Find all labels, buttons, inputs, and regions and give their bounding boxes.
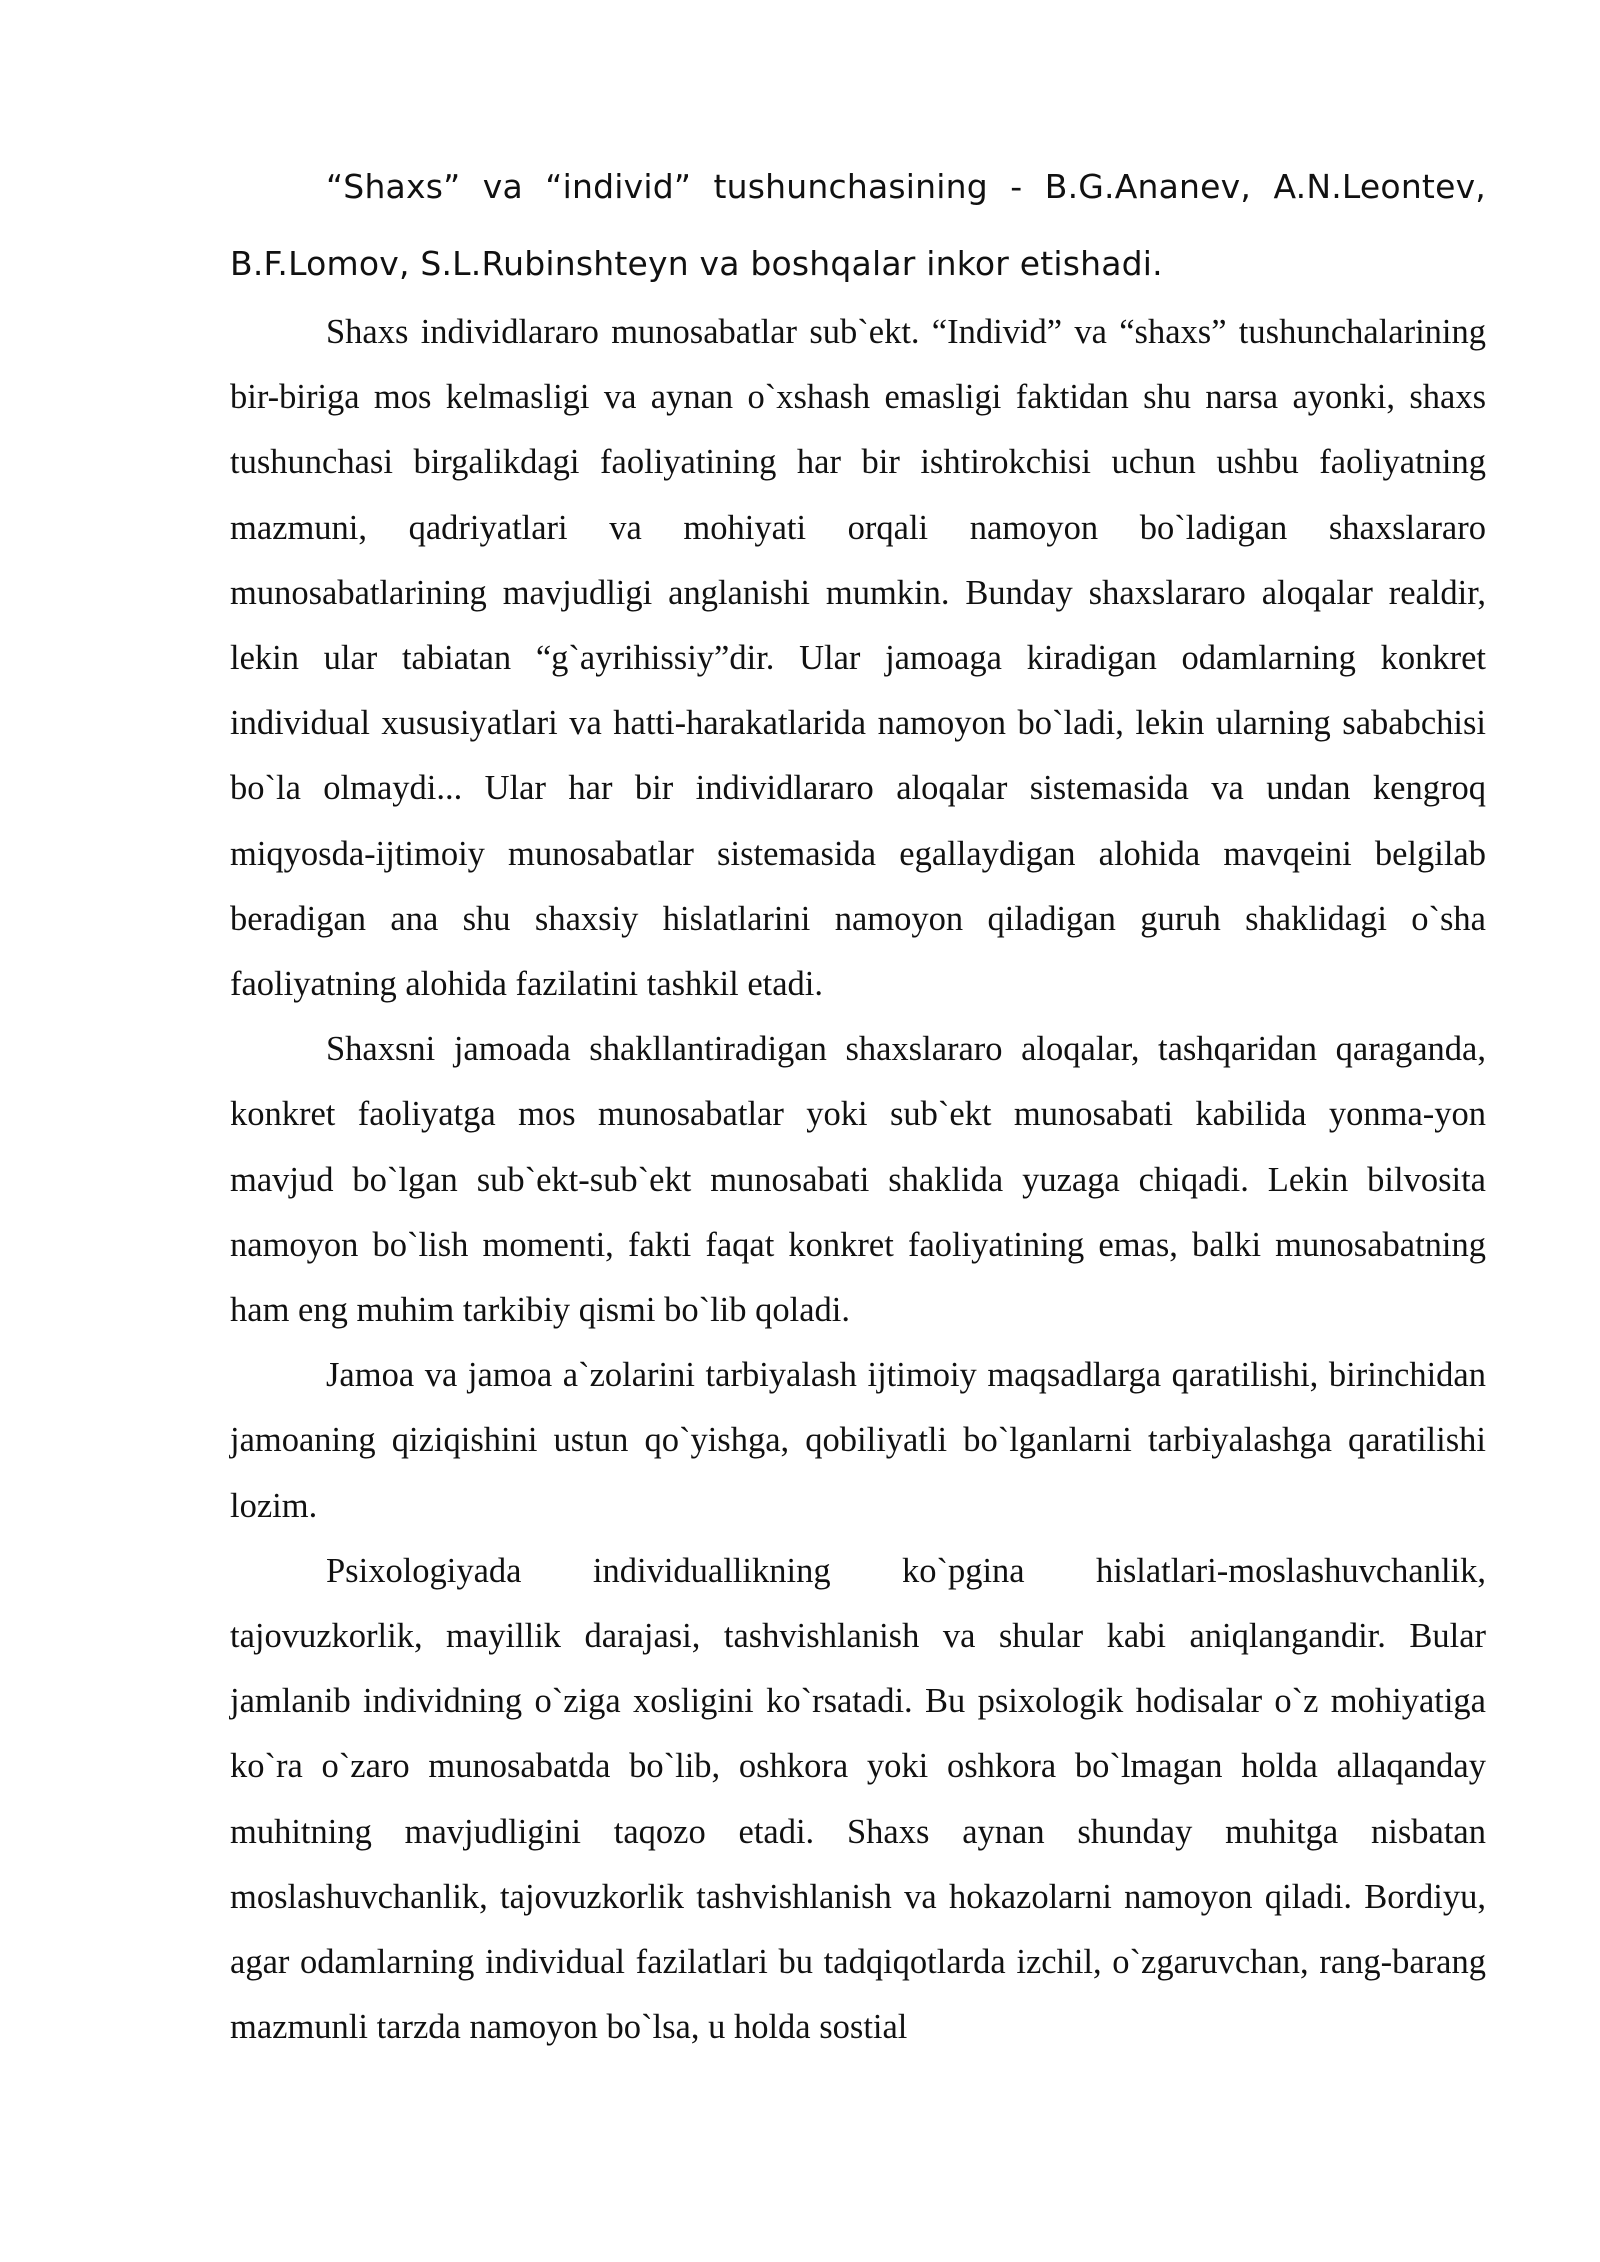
paragraph-4: Jamoa va jamoa a`zolarini tarbiyalash ijtimoiy maqsadlarga qaratilishi, birinchidan jamoaning qiziqishini ustun qo`yishga, qobiliyatli bo`lganlarni tarbiyalashga qaratilishi lozim. [230, 1356, 1486, 1525]
paragraph-2: Shaxs individlararo munosabatlar sub`ekt. “Individ” va “shaxs” tushunchalarining bir-biriga mos kelmasligi va aynan o`xshash emasligi faktidan shu narsa ayonki, shaxs tushunchasi birgalikdagi faoliyatining har bir ishtirokchisi uchun ushbu faoliyatning mazmuni, qadriyatlari va mohiyati orqali namoyon bo`ladigan shaxslararo munosabatlarining mavjudligi anglanishi mumkin. Bunday shaxslararo aloqalar realdir, lekin ular tabiatan “g`ayrihissiy”dir. Ular jamoaga kiradigan odamlarning konkret individual xususiyatlari va hatti-harakatlarida namoyon bo`ladi, lekin ularning sababchisi bo`la olmaydi... Ular har bir individlararo aloqalar sistemasida va undan kengroq miqyosda-ijtimoiy munosabatlar sistemasida egallaydigan alohida mavqeini belgilab beradigan ana shu shaxsiy hislatlarini namoyon qiladigan guruh shaklidagi o`sha faoliyatning alohida fazilatini tashkil etadi. [230, 313, 1486, 1004]
paragraph-3: Shaxsni jamoada shakllantiradigan shaxslararo aloqalar, tashqaridan qaraganda, konkret faoliyatga mos munosabatlar yoki sub`ekt munosabati kabilida yonma-yon mavjud bo`lgan sub`ekt-sub`ekt munosabati shaklida yuzaga chiqadi. Lekin bilvosita namoyon bo`lish momenti, fakti faqat konkret faoliyatining emas, balki munosabatning ham eng muhim tarkibiy qismi bo`lib qoladi. [230, 1030, 1486, 1330]
document-page [230, 148, 1486, 2060]
paragraph-intro: “Shaxs” va “individ” tushunchasining - B.G.Ananev, A.N.Leontev, B.F.Lomov, S.L.Rubinshteyn va boshqalar inkor etishadi. [230, 167, 1486, 283]
paragraph-5: Psixologiyada individuallikning ko`pgina hislatlari-moslashuvchanlik, tajovuzkorlik, mayillik darajasi, tashvishlanish va shular kabi aniqlangandir. Bular jamlanib individning o`ziga xosligini ko`rsatadi. Bu psixologik hodisalar o`z mohiyatiga ko`ra o`zaro munosabatda bo`lib, oshkora yoki oshkora bo`lmagan holda allaqanday muhitning mavjudligini taqozo etadi. Shaxs aynan shunday muhitga nisbatan moslashuvchanlik, tajovuzkorlik tashvishlanish va hokazolarni namoyon qiladi. Bordiyu, agar odamlarning individual fazilatlari bu tadqiqotlarda izchil, o`zgaruvchan, rang-barang mazmunli tarzda namoyon bo`lsa, u holda sostial [230, 1551, 1486, 2047]
